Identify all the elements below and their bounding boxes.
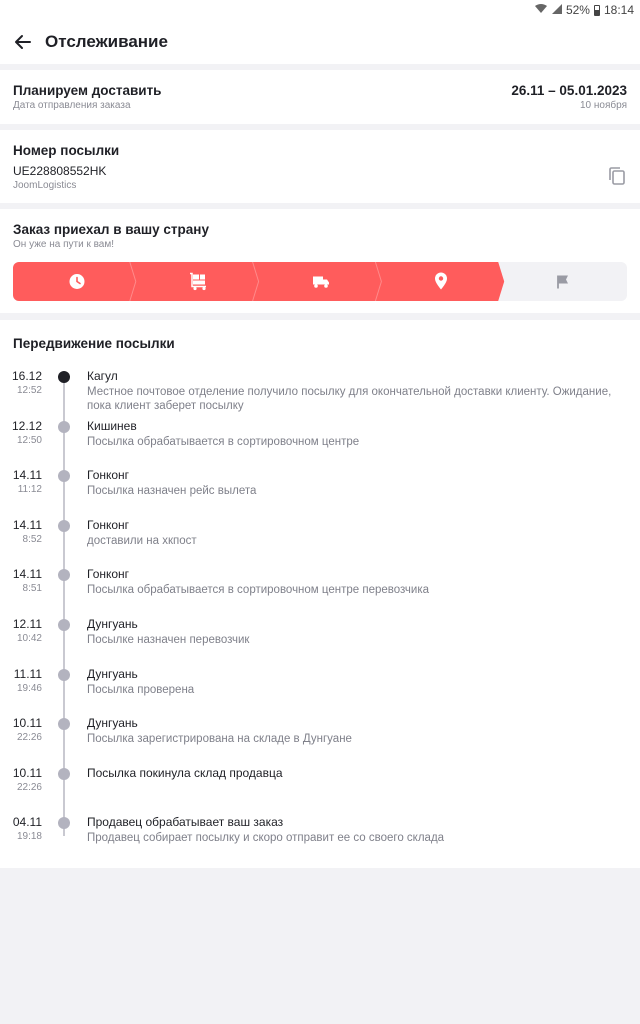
status-title: Заказ приехал в вашу страну	[13, 222, 209, 237]
event-date: 10.11	[12, 716, 42, 731]
event-description: Посылка проверена	[87, 683, 195, 696]
timeline-dot	[58, 718, 70, 730]
timeline-dot	[58, 371, 70, 383]
timeline-event	[0, 567, 640, 613]
event-description: Местное почтовое отделение получило посылку для окончательной доставки клиенту. Ожидание, пока клиент заберет посылку	[87, 386, 612, 412]
parcel-history-card	[0, 320, 640, 868]
delivery-estimate-card	[0, 70, 640, 124]
event-description: Посылка обрабатывается в сортировочном центре	[87, 435, 360, 448]
order-status-card	[0, 209, 640, 313]
copy-icon[interactable]	[607, 166, 627, 186]
event-date: 14.11	[12, 567, 42, 582]
event-date: 04.11	[12, 815, 42, 830]
clock-time: 18:14	[603, 3, 634, 17]
timeline-event	[0, 667, 640, 713]
status-bar-indicators	[534, 3, 634, 17]
timeline-dot	[58, 669, 70, 681]
timeline-dot	[58, 470, 70, 482]
event-time: 10:42	[16, 633, 42, 644]
arrow-back-icon[interactable]	[12, 31, 34, 53]
battery-icon	[594, 5, 600, 16]
tracking-number: UE228808552HK	[13, 164, 107, 178]
status-bar	[0, 0, 640, 22]
event-date: 10.11	[12, 765, 42, 780]
timeline-event	[0, 815, 640, 861]
event-time: 19:18	[16, 831, 42, 843]
timeline-event	[0, 518, 640, 564]
wifi-icon	[534, 3, 548, 17]
event-description: Посылка назначен рейс вылета	[87, 485, 257, 498]
event-time: 11:12	[17, 484, 42, 496]
event-date: 11.11	[13, 666, 42, 681]
timeline-event	[0, 766, 640, 812]
timeline-event	[0, 468, 640, 514]
sent-date: 10 ноября	[580, 100, 627, 111]
event-time: 19:46	[16, 682, 42, 694]
event-location: Кишинев	[87, 418, 137, 433]
event-location: Дунгуань	[87, 617, 138, 631]
event-location: Гонконг	[87, 567, 130, 582]
event-location: Гонконг	[87, 517, 130, 532]
page-title: Отслеживание	[45, 32, 168, 51]
status-subtitle: Он уже на пути к вам!	[13, 239, 115, 250]
event-location: Дунгуань	[87, 666, 138, 681]
timeline-dot	[58, 619, 70, 631]
event-time: 8:52	[22, 533, 42, 545]
event-location: Дунгуань	[87, 716, 138, 731]
event-time: 8:51	[22, 583, 42, 595]
parcel-title: Номер посылки	[13, 143, 120, 158]
timeline-dot	[58, 768, 70, 780]
event-description: Посылка зарегистрирована на складе в Дунгуане	[87, 733, 352, 746]
event-location: Посылка покинула склад продавца	[87, 765, 283, 780]
event-description: Продавец собирает посылку и скоро отправит ее со своего склада	[87, 832, 445, 845]
event-location: Продавец обрабатывает ваш заказ	[87, 815, 284, 830]
timeline-event	[0, 369, 640, 415]
timeline-dot	[58, 817, 70, 829]
event-location: Кагул	[87, 369, 118, 383]
delivery-title: Планируем доставить	[13, 83, 162, 98]
timeline-dot	[58, 421, 70, 433]
delivery-range: 26.11 – 05.01.2023	[511, 83, 627, 98]
event-time: 22:26	[16, 781, 42, 793]
event-date: 12.11	[12, 617, 42, 631]
timeline-event	[0, 419, 640, 465]
timeline-event	[0, 617, 640, 663]
event-date: 14.11	[12, 468, 42, 483]
app-bar	[0, 22, 640, 64]
event-date: 12.12	[11, 418, 42, 433]
carrier-name: JoomLogistics	[13, 180, 77, 191]
flag-icon	[558, 276, 568, 289]
timeline-dot	[58, 569, 70, 581]
clock-icon	[70, 274, 85, 289]
delivery-subtitle: Дата отправления заказа	[13, 100, 131, 111]
event-date: 16.12	[11, 369, 42, 383]
signal-icon	[552, 4, 562, 17]
event-time: 12:52	[16, 385, 42, 396]
event-time: 12:50	[16, 434, 42, 446]
event-time: 22:26	[16, 732, 42, 744]
event-description: Посылка обрабатывается в сортировочном центре перевозчика	[87, 584, 430, 597]
event-date: 14.11	[12, 517, 42, 532]
event-location: Гонконг	[87, 468, 130, 483]
history-title: Передвижение посылки	[13, 336, 175, 351]
battery-percent: 52%	[565, 3, 590, 17]
event-description: доставили на хкпост	[87, 534, 197, 547]
parcel-number-card	[0, 130, 640, 203]
timeline-event	[0, 716, 640, 762]
event-description: Посылке назначен перевозчик	[87, 634, 250, 646]
timeline-dot	[58, 520, 70, 532]
delivery-progress	[13, 262, 627, 301]
